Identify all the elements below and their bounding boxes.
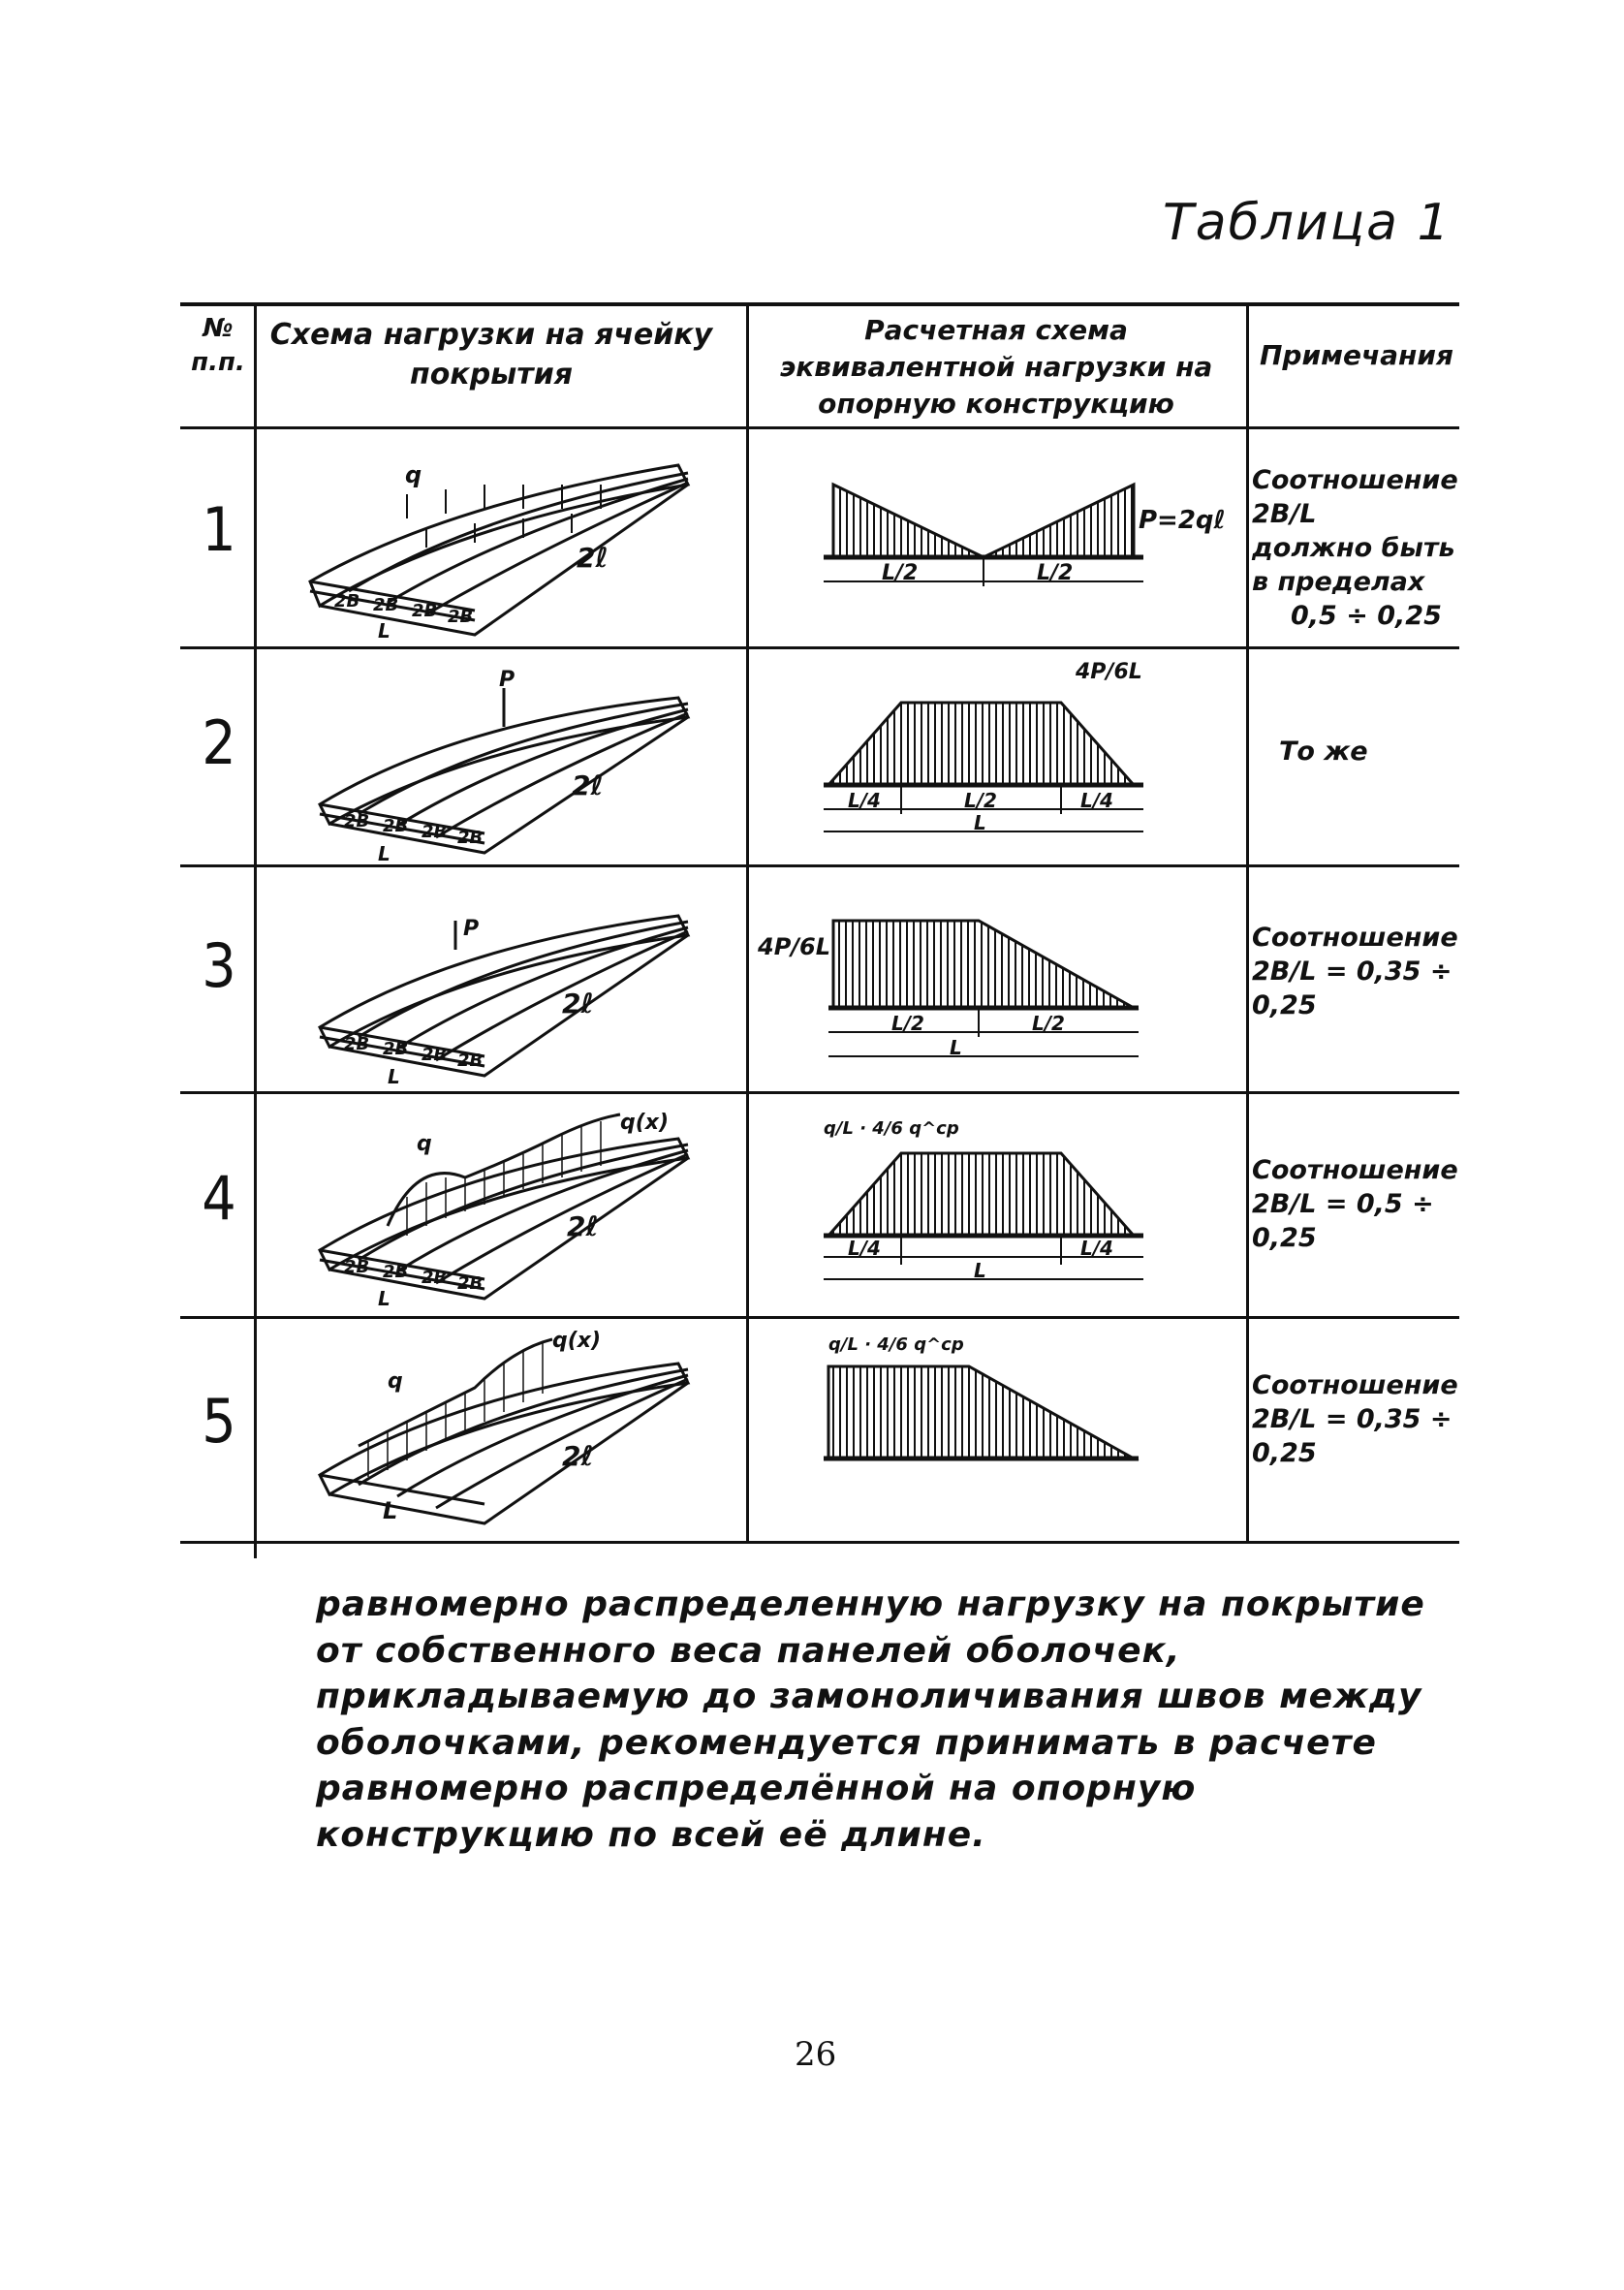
row-4-load-right-label: L/4 bbox=[1080, 1237, 1113, 1260]
row-4-shell-width-2: 2B bbox=[383, 1262, 409, 1282]
row-2-shell-diagram bbox=[300, 669, 707, 863]
row-1-shell-width-3: 2B bbox=[412, 601, 438, 621]
row-2-note bbox=[1279, 735, 1453, 769]
row-1-shell-load-label: q bbox=[405, 461, 422, 488]
row-4-shell-load2-label: q(x) bbox=[620, 1111, 670, 1135]
header-scheme: Схема нагрузки на ячейку покрытия bbox=[269, 318, 713, 392]
col-rule-3 bbox=[1246, 302, 1249, 1543]
row-4-load-left-label: L/4 bbox=[848, 1237, 881, 1260]
row-5-shell-span-label: 2ℓ bbox=[562, 1440, 594, 1472]
table-top-rule bbox=[180, 302, 1459, 306]
row-3-number: 3 bbox=[202, 930, 236, 1001]
row-5-note-line-2: 2B/L = 0,35 ÷ 0,25 bbox=[1252, 1404, 1452, 1469]
row-2-load-right-label: L/4 bbox=[1080, 789, 1113, 812]
row-1-shell-width-2: 2B bbox=[373, 595, 399, 615]
row-1-load-peak-label: P=2qℓ bbox=[1139, 506, 1226, 535]
row-1-shell-diagram bbox=[291, 446, 707, 640]
row-2-number: 2 bbox=[202, 707, 236, 778]
row-2-load-total-label: L bbox=[974, 811, 986, 834]
row-5-note-line-1: Соотношение bbox=[1252, 1370, 1458, 1400]
row-3-note-line-2: 2B/L = 0,35 ÷ 0,25 bbox=[1252, 957, 1452, 1021]
row-1-load-left-label: L/2 bbox=[882, 561, 919, 585]
row-4-note-line-1: Соотношение bbox=[1252, 1155, 1458, 1185]
row-3-load-diagram bbox=[756, 911, 1231, 1085]
row-3-load-peak-label: 4P/6L bbox=[758, 933, 831, 960]
row-2-bottom-rule bbox=[180, 864, 1459, 867]
row-3-shell-span-label: 2ℓ bbox=[562, 988, 594, 1020]
col-rule-1 bbox=[254, 302, 257, 1558]
header-num: № п.п. bbox=[191, 314, 245, 378]
row-3-bottom-rule bbox=[180, 1091, 1459, 1094]
row-4-shell-span-label: 2ℓ bbox=[567, 1210, 599, 1242]
row-3-shell-load-label: P bbox=[463, 917, 480, 941]
row-1-note bbox=[1252, 463, 1458, 633]
row-5-load-peak-label: q/L · 4/6 q^cp bbox=[828, 1334, 964, 1355]
row-4-load-total-label: L bbox=[974, 1259, 986, 1282]
row-4-note-line-2: 2B/L = 0,5 ÷ 0,25 bbox=[1252, 1189, 1434, 1254]
row-1-shell-span-label: 2ℓ bbox=[577, 542, 609, 574]
row-2-shell-span-label: 2ℓ bbox=[572, 769, 604, 801]
row-2-shell-length-label: L bbox=[378, 842, 390, 863]
row-4-load-peak-label: q/L · 4/6 q^cp bbox=[824, 1118, 959, 1139]
row-1-load-diagram bbox=[804, 465, 1240, 611]
row-1-number: 1 bbox=[202, 494, 236, 565]
row-5-shell-length-label: L bbox=[383, 1497, 398, 1524]
row-4-shell-diagram bbox=[300, 1100, 707, 1308]
row-2-shell-width-2: 2B bbox=[383, 816, 409, 836]
row-5-load-diagram bbox=[804, 1323, 1240, 1478]
row-3-note bbox=[1252, 921, 1458, 1022]
row-4-shell-load-label: q bbox=[417, 1132, 432, 1156]
row-4-number: 4 bbox=[202, 1163, 236, 1234]
col-rule-2 bbox=[746, 302, 749, 1543]
row-1-load-right-label: L/2 bbox=[1037, 561, 1074, 585]
row-3-shell-width-3: 2B bbox=[422, 1045, 448, 1065]
row-4-shell-width-1: 2B bbox=[344, 1257, 370, 1277]
row-3-load-left-label: L/2 bbox=[891, 1012, 924, 1035]
row-3-shell-width-2: 2B bbox=[383, 1039, 409, 1059]
row-1-note-line-3: в пределах bbox=[1252, 567, 1425, 598]
row-1-note-line-1: Соотношение 2B/L bbox=[1252, 465, 1458, 530]
table-title: Таблица 1 bbox=[1163, 194, 1452, 252]
row-2-shell-width-4: 2B bbox=[457, 828, 484, 848]
page-number: 26 bbox=[795, 2035, 837, 2074]
row-5-note bbox=[1252, 1368, 1458, 1470]
row-1-note-line-2: должно быть bbox=[1252, 533, 1455, 564]
row-5-shell-load-label: q bbox=[388, 1369, 403, 1394]
row-4-shell-width-3: 2B bbox=[422, 1268, 448, 1288]
row-2-note-line-1: То же bbox=[1279, 737, 1368, 767]
row-4-shell-width-4: 2B bbox=[457, 1273, 484, 1294]
row-3-load-total-label: L bbox=[950, 1036, 962, 1059]
row-4-bottom-rule bbox=[180, 1316, 1459, 1319]
row-5-shell-load2-label: q(x) bbox=[552, 1329, 602, 1353]
footnote-paragraph: равномерно распределенную нагрузку на покрытие от собственного веса панелей оболочек, прикладываемую до замоноличивания швов между оболочками, рекомендуется принимать в расчете равномерно распределённой на опорную конструкцию по всей её длине. bbox=[316, 1584, 1425, 1855]
row-3-shell-diagram bbox=[300, 887, 707, 1085]
table-bottom-rule bbox=[180, 1541, 1459, 1544]
row-2-load-mid-label: L/2 bbox=[964, 789, 997, 812]
row-3-shell-width-1: 2B bbox=[344, 1034, 370, 1054]
row-2-load-diagram bbox=[804, 659, 1240, 843]
row-3-note-line-1: Соотношение bbox=[1252, 923, 1458, 953]
header-notes: Примечания bbox=[1259, 339, 1454, 371]
row-3-shell-width-4: 2B bbox=[457, 1051, 484, 1071]
row-1-bottom-rule bbox=[180, 646, 1459, 649]
row-4-note bbox=[1252, 1153, 1458, 1255]
row-1-shell-width-4: 2B bbox=[448, 607, 474, 627]
row-2-shell-width-1: 2B bbox=[344, 811, 370, 831]
row-2-shell-width-3: 2B bbox=[422, 822, 448, 842]
row-3-shell-length-label: L bbox=[388, 1065, 400, 1085]
row-2-shell-load-label: P bbox=[499, 669, 515, 692]
row-2-load-peak-label: 4P/6L bbox=[1076, 660, 1142, 684]
row-5-number: 5 bbox=[202, 1386, 236, 1457]
row-5-shell-diagram bbox=[300, 1320, 707, 1533]
row-1-shell-length-label: L bbox=[378, 619, 390, 640]
row-4-shell-length-label: L bbox=[378, 1287, 390, 1308]
row-4-load-diagram bbox=[804, 1110, 1240, 1303]
header-calc: Расчетная схема эквивалентной нагрузки на опорную конструкцию bbox=[779, 314, 1213, 420]
row-1-note-line-4: 0,5 ÷ 0,25 bbox=[1291, 601, 1442, 632]
row-2-load-left-label: L/4 bbox=[848, 789, 881, 812]
header-bottom-rule bbox=[180, 426, 1459, 429]
row-1-shell-width-1: 2B bbox=[334, 591, 360, 612]
row-3-load-right-label: L/2 bbox=[1032, 1012, 1065, 1035]
